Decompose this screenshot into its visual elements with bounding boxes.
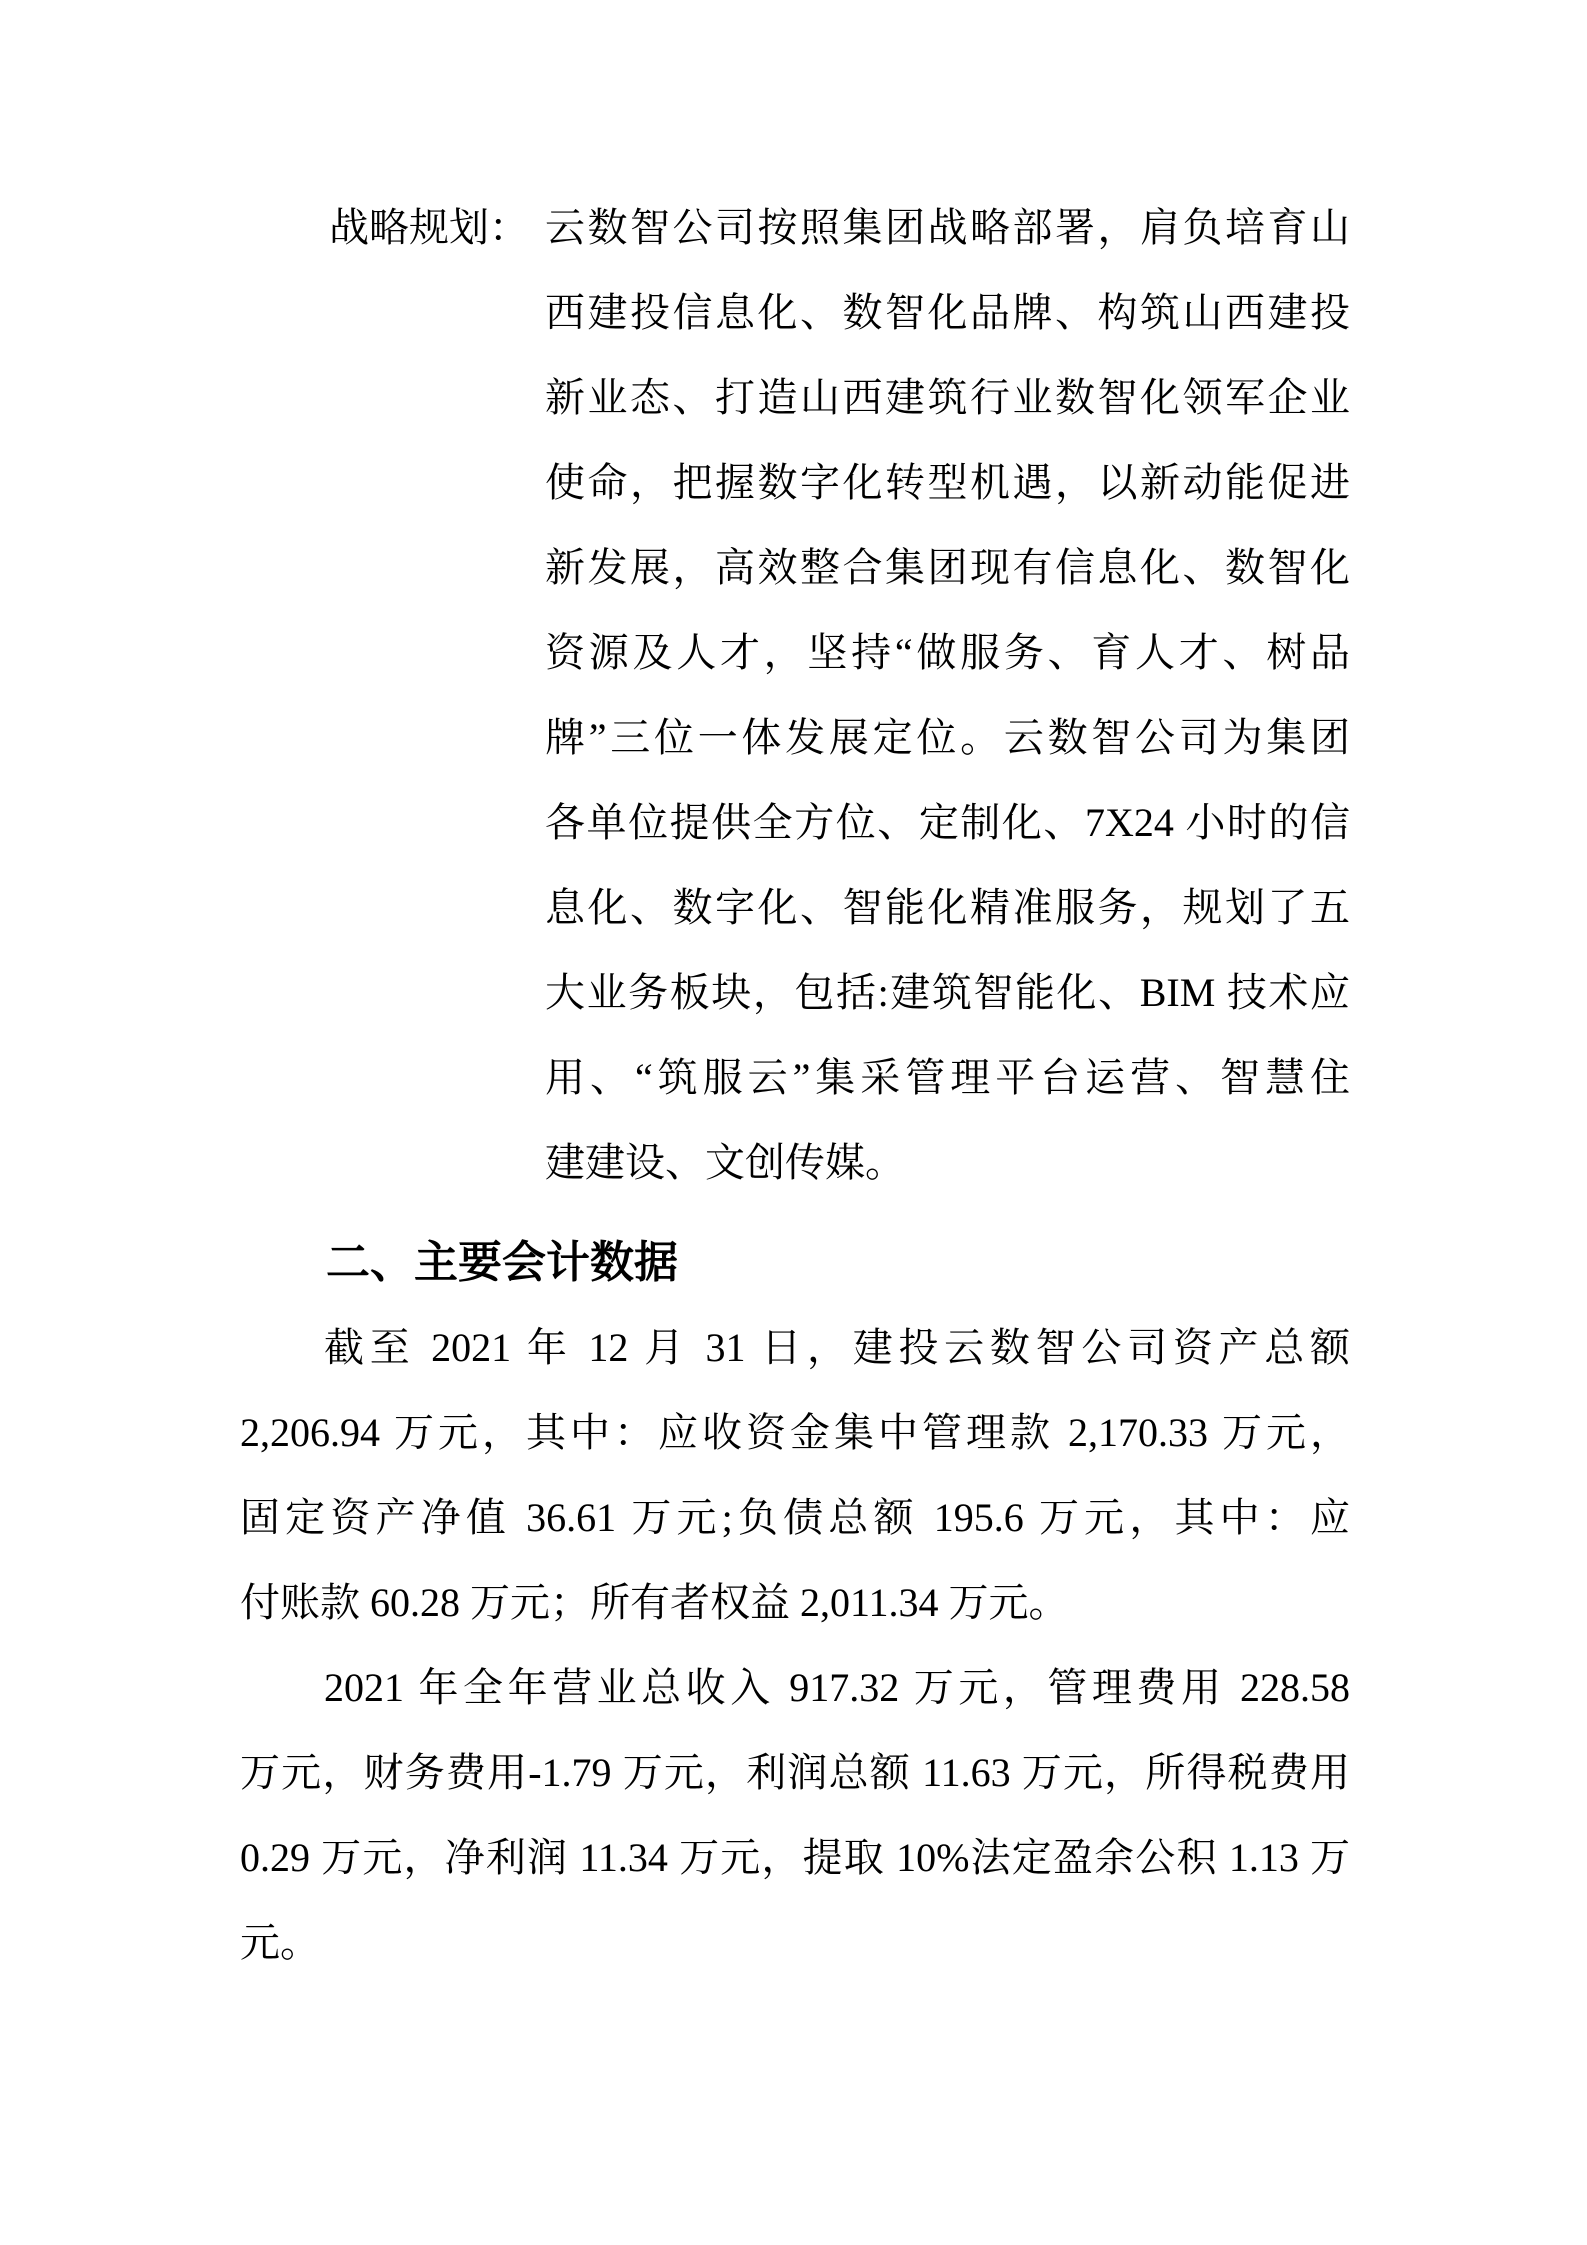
paragraph-line: 万元，财务费用-1.79 万元，利润总额 11.63 万元，所得税费用 bbox=[240, 1750, 1350, 1795]
strategy-line bbox=[329, 185, 1350, 270]
strategy-line: 新发展，高效整合集团现有信息化、数智化 bbox=[545, 545, 1350, 590]
strategy-line: 建建设、文创传媒。 bbox=[545, 1140, 905, 1185]
strategy-line: 用、“筑服云”集采管理平台运营、智慧住 bbox=[545, 1055, 1350, 1100]
strategy-line: 各单位提供全方位、定制化、7X24 小时的信 bbox=[545, 800, 1350, 845]
strategy-planning-block bbox=[329, 185, 1350, 1205]
paragraph-line: 截至 2021 年 12 月 31 日，建投云数智公司资产总额 bbox=[324, 1325, 1350, 1370]
strategy-line: 大业务板块，包括:建筑智能化、BIM 技术应 bbox=[545, 970, 1350, 1015]
strategy-line: 西建投信息化、数智化品牌、构筑山西建投 bbox=[545, 290, 1350, 335]
strategy-line: 息化、数字化、智能化精准服务，规划了五 bbox=[545, 885, 1350, 930]
paragraph-line: 2021 年全年营业总收入 917.32 万元，管理费用 228.58 bbox=[324, 1665, 1350, 1710]
strategy-line: 使命，把握数字化转型机遇，以新动能促进 bbox=[545, 460, 1350, 505]
paragraph-line: 2,206.94 万元，其中：应收资金集中管理款 2,170.33 万元， bbox=[240, 1410, 1350, 1455]
paragraph-line: 元。 bbox=[240, 1920, 320, 1965]
strategy-label: 战略规划： bbox=[329, 205, 529, 250]
paragraph-line: 固定资产净值 36.61 万元;负债总额 195.6 万元，其中：应 bbox=[240, 1495, 1350, 1540]
paragraph-line: 0.29 万元，净利润 11.34 万元，提取 10%法定盈余公积 1.13 万 bbox=[240, 1835, 1350, 1880]
paragraph-line: 付账款 60.28 万元；所有者权益 2,011.34 万元。 bbox=[240, 1580, 1069, 1625]
section-heading-accounting-data: 二、主要会计数据 bbox=[326, 1238, 678, 1287]
strategy-line-text: 云数智公司按照集团战略部署，肩负培育山 bbox=[545, 205, 1350, 250]
income-paragraph bbox=[240, 1645, 1350, 1985]
strategy-line: 新业态、打造山西建筑行业数智化领军企业 bbox=[545, 375, 1350, 420]
assets-paragraph bbox=[240, 1305, 1350, 1645]
strategy-line: 资源及人才，坚持“做服务、育人才、树品 bbox=[545, 630, 1350, 675]
document-body bbox=[240, 185, 1350, 1985]
strategy-line: 牌”三位一体发展定位。云数智公司为集团 bbox=[545, 715, 1350, 760]
